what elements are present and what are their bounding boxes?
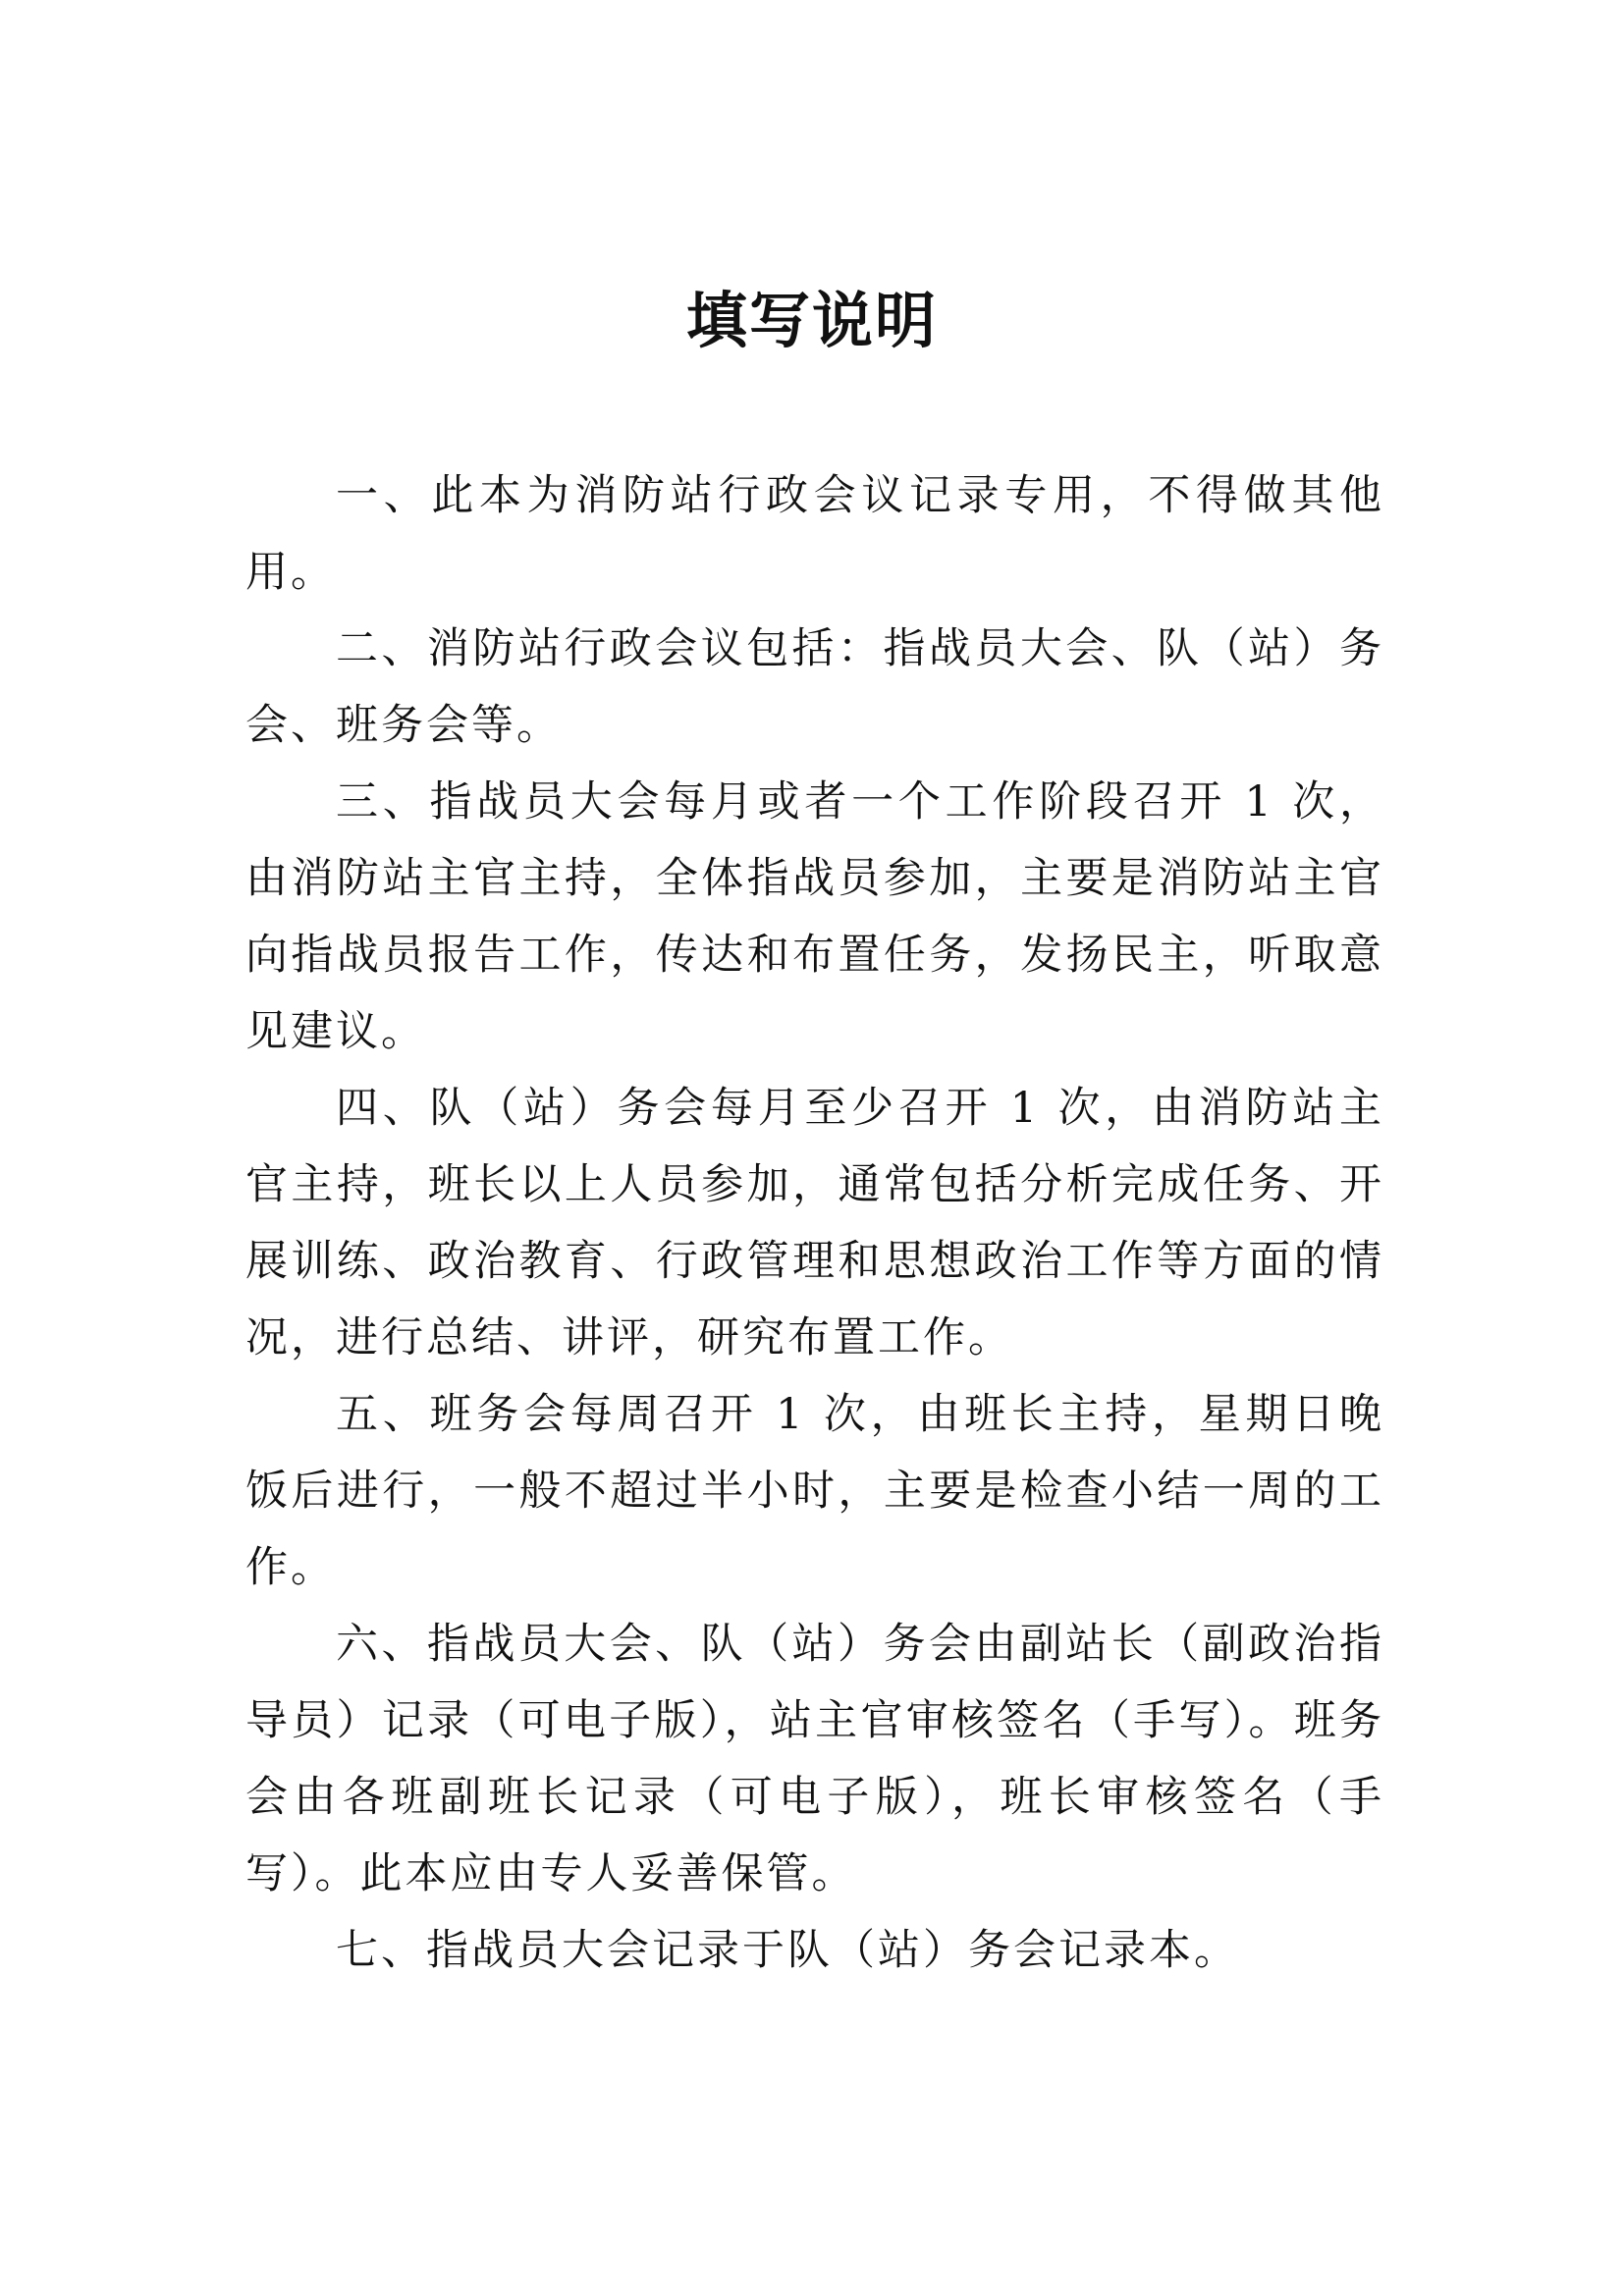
paragraph-3: 三、指战员大会每月或者一个工作阶段召开 1 次，由消防站主官主持，全体指战员参加，主要是消防站主官向指战员报告工作，传达和布置任务，发扬民主，听取意见建议。 bbox=[245, 777, 1384, 1056]
document-title: 填写说明 bbox=[685, 285, 938, 356]
paragraph-1: 一、此本为消防站行政会议记录专用，不得做其他用。 bbox=[245, 471, 1384, 597]
paragraph-7: 七、指战员大会记录于队（站）务会记录本。 bbox=[336, 1926, 1239, 1975]
paragraph-4: 四、队（站）务会每月至少召开 1 次，由消防站主官主持，班长以上人员参加，通常包括分析完成任务、开展训练、政治教育、行政管理和思想政治工作等方面的情况，进行总结、讲评，研究布置工作。 bbox=[245, 1084, 1384, 1362]
document-body bbox=[245, 457, 1384, 1989]
paragraph-6: 六、指战员大会、队（站）务会由副站长（副政治指导员）记录（可电子版），站主官审核签名（手写）。班务会由各班副班长记录（可电子版），班长审核签名（手写）。此本应由专人妥善保管。 bbox=[245, 1620, 1384, 1898]
paragraph-5: 五、班务会每周召开 1 次，由班长主持，星期日晚饭后进行，一般不超过半小时，主要是检查小结一周的工作。 bbox=[245, 1390, 1384, 1592]
paragraph-2: 二、消防站行政会议包括：指战员大会、队（站）务会、班务会等。 bbox=[245, 624, 1384, 750]
